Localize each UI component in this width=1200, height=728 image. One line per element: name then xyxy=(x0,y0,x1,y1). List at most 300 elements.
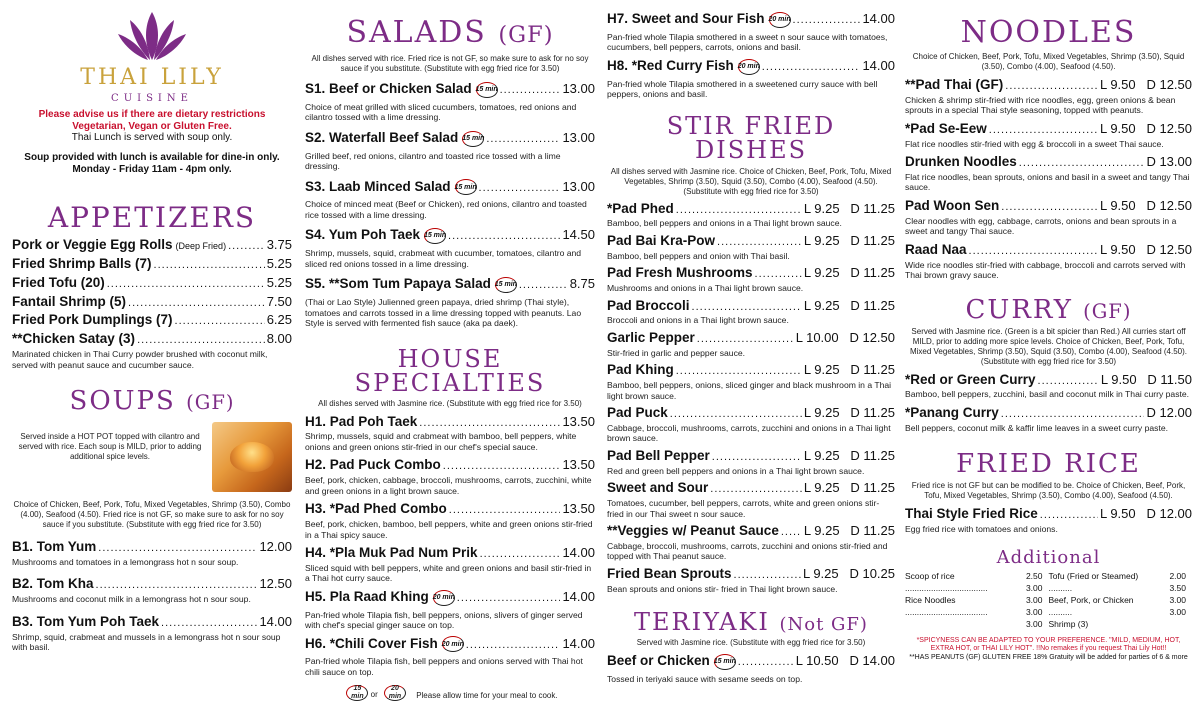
menu-item-name: Pad Bell Pepper xyxy=(607,447,710,463)
menu-item-row xyxy=(607,567,895,582)
menu-item-row xyxy=(305,228,595,246)
menu-item-description: Tomatoes, cucumber, bell peppers, carrots, white and green onions stir-fried in our Thai sweet n sour sauce. xyxy=(607,498,880,519)
clock-badge-icon: 15 min xyxy=(424,228,446,244)
menu-item-description: Shrimp, mussels, squid and crabmeat with bamboo, bell peppers, white onions and green onions stir-fried in our chef's special sauce. xyxy=(305,431,577,452)
menu-item xyxy=(607,299,895,326)
menu-item xyxy=(305,502,595,540)
menu-item-row xyxy=(607,59,895,77)
menu-item-row xyxy=(12,295,292,310)
stirfried-intro: All dishes served with Jasmine rice. Choice of Chicken, Beef, Pork, Tofu, Mixed Vegetables, Shrimp (3.50), Squid (3.50), Combo (4.00), Seafood (4.50). (Substitute with egg fried rice for 3.50) xyxy=(610,166,892,196)
menu-item-name: **Pad Thai (GF) xyxy=(905,77,1004,92)
menu-item-row xyxy=(905,78,1192,93)
menu-item-name: Fried Shrimp Balls (7) xyxy=(12,255,152,271)
menu-item-row xyxy=(607,363,895,378)
menu-item-price: L 9.25 D 11.25 xyxy=(803,265,895,281)
menu-item-price: 14.00 xyxy=(562,635,595,651)
leader-dots xyxy=(519,279,568,291)
menu-item-price: 3.75 xyxy=(266,237,292,252)
clock-badge-icon: 20 min xyxy=(738,59,760,75)
leader-dots xyxy=(161,617,257,629)
menu-item-name: H1. Pad Poh Taek xyxy=(305,413,418,429)
menu-item-description: Stir-fried in garlic and pepper sauce. xyxy=(607,347,746,358)
house-heading: HOUSE SPECIALTIES xyxy=(354,344,546,397)
teriyaki-heading: TERIYAKI (Not GF) xyxy=(634,608,868,637)
salads-list xyxy=(305,82,595,329)
menu-item-price: 7.50 xyxy=(266,293,292,309)
menu-item xyxy=(607,202,895,229)
menu-item-price: L 10.50 D 14.00 xyxy=(795,653,895,669)
menu-item-description: Chicken & shrimp stir-fried with rice noodles, egg, green onions & bean sprouts in a special Thai style seasoning, topped with peanuts. xyxy=(905,94,1176,116)
menu-item-price: L 9.50 D 12.50 xyxy=(1099,197,1192,213)
menu-item-name: B3. Tom Yum Poh Taek xyxy=(12,613,160,629)
menu-item-price: 12.00 xyxy=(259,539,292,555)
menu-item-row xyxy=(305,415,595,430)
menu-item-row xyxy=(607,654,895,672)
soups-intro: Served inside a HOT POT topped with cilantro and served with rice. Each soup is MILD, prior to adding additional spice levels. xyxy=(18,432,202,462)
menu-item xyxy=(12,615,292,653)
menu-item-row xyxy=(905,373,1192,388)
menu-item xyxy=(607,406,895,444)
menu-item-name: *Red or Green Curry xyxy=(905,371,1036,387)
clock-badge-icon: 15 min xyxy=(714,654,736,670)
menu-item-name: Pad Broccoli xyxy=(607,297,690,313)
menu-item-price: 14.00 xyxy=(562,544,595,560)
menu-item-row xyxy=(12,257,292,272)
menu-item-description: Bell peppers, coconut milk & kaffir lime leaves in a sweet curry paste. xyxy=(905,422,1169,433)
leader-dots xyxy=(96,579,258,591)
additional-item-name: Shrimp (3) xyxy=(1048,618,1089,629)
menu-item-description: Bamboo, bell peppers, zucchini, basil and coconut milk in Thai curry paste. xyxy=(905,389,1190,400)
menu-item-name: **Veggies w/ Peanut Sauce xyxy=(607,523,779,539)
menu-item-price: 5.25 xyxy=(266,274,292,290)
additional-item-price: 3.50 xyxy=(1169,582,1186,593)
menu-item-row xyxy=(607,234,895,249)
leader-dots xyxy=(762,61,861,73)
menu-item-row xyxy=(607,524,895,539)
menu-item-price: 6.25 xyxy=(266,312,292,328)
menu-item-price: L 9.25 D 10.25 xyxy=(802,565,895,581)
house-intro: All dishes served with Jasmine rice. (Substitute with egg fried rice for 3.50) xyxy=(318,398,582,408)
curry-heading: CURRY (GF) xyxy=(965,294,1132,325)
menu-item xyxy=(305,458,595,496)
additional-item-price: 3.00 xyxy=(1169,606,1186,617)
menu-item xyxy=(607,331,895,358)
menu-item-name: Raad Naa xyxy=(905,241,967,257)
menu-item-description: Grilled beef, red onions, cilantro and toasted rice tossed with a lime dressing. xyxy=(305,150,561,172)
additional-table xyxy=(905,571,1192,629)
additional-item-price: 3.00 xyxy=(1025,606,1043,617)
clock-badge-icon: 20 min xyxy=(442,636,464,652)
additional-item-name: Rice Noodles xyxy=(905,594,956,605)
menu-item-price: L 9.25 D 11.25 xyxy=(803,232,895,248)
menu-item-price: 5.25 xyxy=(266,255,292,271)
menu-item-name: Pad Khing xyxy=(607,362,674,378)
house-list xyxy=(305,415,595,678)
leader-dots xyxy=(480,548,561,560)
menu-item xyxy=(305,228,595,269)
leader-dots xyxy=(989,124,1098,136)
additional-item-price: 3.00 xyxy=(1169,594,1186,605)
salads-heading: SALADS (GF) xyxy=(346,15,554,50)
menu-item-row xyxy=(305,458,595,473)
menu-item xyxy=(607,567,895,594)
menu-item-name: S4. Yum Poh Taek xyxy=(305,227,421,243)
brand-tagline: CUISINE xyxy=(111,93,193,104)
menu-item-price: L 9.25 D 11.25 xyxy=(803,405,895,421)
menu-item-row xyxy=(607,299,895,314)
menu-item-price: D 13.00 xyxy=(1146,154,1192,170)
menu-item-price: L 9.25 D 11.25 xyxy=(803,447,895,463)
brand-name: THAI LILY xyxy=(80,65,224,90)
menu-item-price: 13.00 xyxy=(562,81,595,96)
menu-item xyxy=(905,507,1192,534)
menu-item-row xyxy=(905,406,1192,421)
curry-intro: Served with Jasmine rice. (Green is a bit spicier than Red.) All curries start off MILD, prior to adding more spice levels. Choice of Chicken, Beef, Pork, Tofu, Mixed Vegetables, Shrimp (3.50), Squid (3.50), Combo (4.00), Seafood (4.50). (Substitute with egg fried rice for 3.50) xyxy=(909,326,1188,366)
menu-item-row xyxy=(607,331,895,346)
leader-dots xyxy=(500,84,561,96)
menu-item xyxy=(905,243,1192,281)
column-4 xyxy=(905,0,1192,728)
leader-dots xyxy=(228,240,265,252)
menu-item-description: Clear noodles with egg, cabbage, carrots, onions and bean sprouts in a sweet and tangy Thai sauce. xyxy=(905,215,1177,237)
additional-item-name: .......... xyxy=(1048,606,1073,617)
column-1 xyxy=(12,0,292,728)
menu-item-row xyxy=(607,12,895,30)
soup-photo xyxy=(212,422,292,492)
menu-item xyxy=(607,524,895,562)
clock-badge-icon: 15 min xyxy=(462,131,484,147)
menu-item-price: 13.00 xyxy=(562,129,595,145)
menu-item-description: Red and green bell peppers and onions in a Thai light brown sauce. xyxy=(607,465,865,476)
menu-item-price: L 9.50 D 12.50 xyxy=(1099,77,1192,92)
menu-item-row xyxy=(305,82,595,100)
leader-dots xyxy=(443,460,561,472)
menu-item xyxy=(607,266,895,293)
curry-list xyxy=(905,373,1192,434)
menu-item xyxy=(12,540,292,567)
menu-item-description: Bamboo, bell peppers, onions, sliced ginger and black mushroom in a Thai light brown sauce. xyxy=(607,380,892,401)
additional-item-price: 2.00 xyxy=(1169,570,1186,581)
menu-item-name: S5. **Som Tum Papaya Salad xyxy=(305,276,491,292)
menu-item-name: Fried Bean Sprouts xyxy=(607,565,732,581)
additional-item-price: 2.50 xyxy=(1025,570,1043,581)
menu-item-name: Drunken Noodles xyxy=(905,154,1017,170)
menu-item-price: L 9.25 D 11.25 xyxy=(803,362,895,378)
leader-dots xyxy=(154,259,265,271)
menu-item xyxy=(12,332,292,370)
leader-dots xyxy=(419,417,560,429)
menu-item xyxy=(607,449,895,476)
menu-item-price: L 10.00 D 12.50 xyxy=(795,329,895,345)
additional-item-name: ................................... xyxy=(905,582,988,593)
menu-item-description: Egg fried rice with tomatoes and onions. xyxy=(905,524,1058,535)
leader-dots xyxy=(98,542,257,554)
menu-item-name: **Chicken Satay (3) xyxy=(12,331,136,347)
menu-item xyxy=(607,363,895,401)
menu-item xyxy=(305,82,595,123)
menu-item-price: 14.00 xyxy=(562,588,595,604)
leader-dots xyxy=(128,297,265,309)
menu-item-row xyxy=(12,276,292,291)
menu-item xyxy=(305,637,595,678)
menu-item-description: Shrimp, mussels, squid, crabmeat with cucumber, tomatoes, cilantro and sliced red onions tossed in a lime dressing. xyxy=(305,248,582,269)
additional-item-price: 3.00 xyxy=(1025,594,1043,605)
menu-item-name: Fantail Shrimp (5) xyxy=(12,293,127,309)
menu-item-row xyxy=(12,313,292,328)
hours-note: Monday - Friday 11am - 4pm only. xyxy=(72,164,232,175)
menu-item-description: Bamboo, bell peppers and onion with Thai basil. xyxy=(607,250,790,261)
menu-item-description: Broccoli and onions in a Thai light brown sauce. xyxy=(607,315,789,326)
friedrice-list xyxy=(905,507,1192,534)
menu-item-description: Mushrooms and tomatoes in a lemongrass hot n sour soup. xyxy=(12,556,239,567)
leader-dots xyxy=(1019,157,1145,169)
menu-item-description: Shrimp, squid, crabmeat and mussels in a lemongrass hot n sour soup with basil. xyxy=(12,631,281,653)
menu-item-row xyxy=(12,577,292,592)
leader-dots xyxy=(479,182,561,194)
leader-dots xyxy=(137,334,265,346)
menu-item-price: L 9.50 D 12.00 xyxy=(1099,506,1192,522)
menu-item-price: L 9.50 D 12.50 xyxy=(1099,241,1192,257)
menu-item-row xyxy=(607,202,895,217)
menu-item-description: Wide rice noodles stir-fried with cabbage, broccoli and carrots served with Thai brown gravy sauce. xyxy=(905,259,1186,281)
menu-item-name: Sweet and Sour xyxy=(607,480,709,496)
leader-dots xyxy=(448,230,560,242)
peanut-note: **HAS PEANUTS (GF) GLUTEN FREE 18% Gratuity will be added for parties of 6 & more xyxy=(909,654,1188,662)
noodles-intro: Choice of Chicken, Beef, Pork, Tofu, Mixed Vegetables, Shrimp (3.50), Squid (3.50), Combo (4.00), Seafood (4.50). xyxy=(912,52,1185,71)
appetizers-list xyxy=(12,238,292,370)
menu-item-row xyxy=(607,266,895,281)
clock-badge-icon: 20 min xyxy=(433,590,455,606)
leader-dots xyxy=(734,569,801,581)
leader-dots xyxy=(676,204,802,216)
clock-badge-icon: 15 min xyxy=(455,179,477,195)
menu-item xyxy=(305,131,595,172)
column-2 xyxy=(305,0,595,728)
additional-item-name: Tofu (Fried or Steamed) xyxy=(1048,570,1139,581)
clock-15-icon: 15 min xyxy=(346,685,368,701)
menu-item-row xyxy=(305,590,595,608)
noodles-heading: NOODLES xyxy=(960,15,1137,50)
menu-item-description: Mushrooms and coconut milk in a lemongrass hot n sour soup. xyxy=(12,594,251,605)
menu-item-description: Choice of meat grilled with sliced cucumbers, tomatoes, red onions and cilantro tossed with a lime dressing. xyxy=(305,101,577,123)
menu-item xyxy=(12,577,292,604)
leader-dots xyxy=(175,315,265,327)
menu-item-name: Pad Woon Sen xyxy=(905,197,1000,213)
leader-dots xyxy=(1038,375,1099,387)
dietary-alert: Please advise us if there are dietary restrictions Vegetarian, Vegan or Gluten Free. xyxy=(38,109,266,132)
friedrice-intro: Fried rice is not GF but can be modified to be. Choice of Chicken, Beef, Pork, Tofu, Mixed Vegetables, Shrimp (3.50), Combo (4.00), Seafood (4.50). xyxy=(911,481,1186,501)
menu-item-description: Flat rice noodles stir-fried with egg & broccoli in a sweet Thai sauce. xyxy=(905,138,1164,149)
menu-item-price: L 9.50 D 12.50 xyxy=(1099,120,1192,136)
menu-item-description: (Thai or Lao Style) Julienned green papaya, dried shrimp (Thai style), tomatoes and carrots tossed in a lime dressing topped with peanuts. Lao Style is served with fermented fish sauce (aka pa daek). xyxy=(305,297,582,329)
soup-note: Soup provided with lunch is available for dine-in only. xyxy=(24,152,280,163)
menu-item-price: 13.00 xyxy=(562,178,595,194)
menu-item xyxy=(305,546,595,584)
leader-dots xyxy=(670,408,802,420)
menu-item xyxy=(607,481,895,519)
leader-dots xyxy=(712,451,802,463)
fish-list xyxy=(607,12,895,100)
menu-item xyxy=(905,406,1192,433)
menu-item xyxy=(12,276,292,291)
clock-badge-icon: 15 min xyxy=(476,82,498,98)
menu-item-description: Cabbage, broccoli, mushrooms, carrots, zucchini and onions in a Thai light brown sauce. xyxy=(607,422,891,444)
menu-item-name: H3. *Pad Phed Combo xyxy=(305,501,447,517)
menu-item-description: Sliced squid with bell peppers, white and green onions and basil stir-fried in a Thai hot curry sauce. xyxy=(305,562,592,584)
menu-item-description: Pan-fried whole Tilapia smothered in a sweet n sour sauce with tomatoes, cucumbers, bell peppers, carrots, onions and basil. xyxy=(607,31,888,53)
menu-item-price: L 9.25 D 11.25 xyxy=(803,200,895,216)
menu-item xyxy=(905,78,1192,116)
menu-item-name: *Pad Phed xyxy=(607,200,674,216)
menu-item-name: H8. *Red Curry Fish xyxy=(607,57,734,73)
menu-item xyxy=(305,415,595,453)
menu-item-row xyxy=(607,449,895,464)
logo xyxy=(12,0,292,104)
menu-item-row xyxy=(905,243,1192,258)
menu-item-price: 13.50 xyxy=(562,457,595,473)
clock-badge-icon: 15 min xyxy=(495,277,517,293)
menu-item xyxy=(607,654,895,684)
leader-dots xyxy=(1005,80,1098,92)
allow-time-note: 15 min or 20 min Please allow time for your meal to cook. xyxy=(305,687,595,703)
menu-item-name: Thai Style Fried Rice xyxy=(905,506,1038,522)
menu-item-note: (Deep Fried) xyxy=(175,241,227,251)
menu-item xyxy=(12,238,292,253)
additional-item-price: 3.00 xyxy=(1025,618,1043,629)
menu-item-row xyxy=(12,615,292,630)
menu-item-price: 13.50 xyxy=(562,501,595,517)
additional-item-name: Beef, Pork, or Chicken xyxy=(1048,594,1134,605)
leader-dots xyxy=(717,236,802,248)
menu-item-name: B2. Tom Kha xyxy=(12,576,94,592)
menu-item-name: *Panang Curry xyxy=(905,404,999,420)
menu-item-description: Bean sprouts and onions stir- fried in Thai light brown sauce. xyxy=(607,583,838,594)
menu-item-name: *Pad Se-Eew xyxy=(905,120,987,136)
soups-choice: Choice of Chicken, Beef, Pork, Tofu, Mixed Vegetables, Shrimp (3.50), Combo (4.00), Seafood (4.50). Fried rice is not GF, so make sure to ask for no soy sauce if you substitute. (Substitute with egg fried rice for 3.50) xyxy=(13,500,291,530)
menu-item-description: Cabbage, broccoli, mushrooms, carrots, zucchini and onions stir-fried and topped with Thai peanut sauce. xyxy=(607,540,888,562)
menu-item-name: S2. Waterfall Beef Salad xyxy=(305,129,459,145)
menu-item xyxy=(305,590,595,631)
additional-item-name: ................................... xyxy=(905,606,988,617)
menu-item-name: H2. Pad Puck Combo xyxy=(305,457,441,473)
stirfried-heading: STIR FRIED DISHES xyxy=(666,111,836,164)
leader-dots xyxy=(449,504,561,516)
menu-item-name: Fried Tofu (20) xyxy=(12,274,105,290)
menu-item-row xyxy=(305,131,595,149)
menu-item xyxy=(607,12,895,53)
menu-item xyxy=(905,122,1192,149)
leader-dots xyxy=(466,639,561,651)
menu-item-price: L 9.25 D 11.25 xyxy=(803,297,895,313)
menu-item-row xyxy=(905,155,1192,170)
menu-item-row xyxy=(12,540,292,555)
clock-20-icon: 20 min xyxy=(384,685,406,701)
friedrice-heading: FRIED RICE xyxy=(956,449,1141,480)
soups-heading: SOUPS (GF) xyxy=(69,386,235,417)
footnote xyxy=(905,637,1192,663)
menu-item xyxy=(905,199,1192,237)
menu-item-description: Tossed in teriyaki sauce with sesame seeds on top. xyxy=(607,674,803,685)
leader-dots xyxy=(1001,408,1145,420)
leader-dots xyxy=(697,333,794,345)
menu-item-name: Garlic Pepper xyxy=(607,329,695,345)
leader-dots xyxy=(738,656,794,668)
leader-dots xyxy=(457,592,561,604)
teriyaki-list xyxy=(607,654,895,684)
menu-item xyxy=(905,373,1192,400)
menu-item-price: 14.00 xyxy=(862,57,895,73)
menu-item xyxy=(607,234,895,261)
menu-item-name: S1. Beef or Chicken Salad xyxy=(305,81,472,96)
leader-dots xyxy=(676,365,802,377)
menu-item-description: Choice of minced meat (Beef or Chicken), red onions, cilantro and toasted rice tossed with a lime dressing. xyxy=(305,199,587,220)
leader-dots xyxy=(1001,201,1098,213)
menu-item-price: 14.00 xyxy=(862,11,895,26)
menu-item-description: Flat rice noodles, bean sprouts, onions and basil in a sweet and tangy Thai sauce. xyxy=(905,171,1190,193)
menu-item-row xyxy=(607,406,895,421)
menu-item-name: S3. Laab Minced Salad xyxy=(305,178,451,194)
menu-item-description: Marinated chicken in Thai Curry powder brushed with coconut milk, served with peanut sauce and cucumber sauce. xyxy=(12,349,268,370)
leader-dots xyxy=(1040,509,1098,521)
menu-item-name: Pad Puck xyxy=(607,405,668,421)
menu-item xyxy=(305,277,595,328)
additional-item-price: 3.00 xyxy=(1025,582,1043,593)
menu-item-row xyxy=(305,502,595,517)
leader-dots xyxy=(969,245,1098,257)
menu-item-price: L 9.50 D 11.50 xyxy=(1100,371,1192,387)
menu-item-price: 8.00 xyxy=(266,331,292,347)
leader-dots xyxy=(692,301,802,313)
lunch-note: Thai Lunch is served with soup only. xyxy=(71,132,233,143)
menu-item xyxy=(12,313,292,328)
menu-item-description: Beef, pork, chicken, bamboo, bell peppers, white and green onions stir-fried in a Thai spicy sauce. xyxy=(305,519,593,540)
menu-item-price: D 12.00 xyxy=(1146,404,1192,420)
leader-dots xyxy=(755,268,802,280)
menu-item-price: 8.75 xyxy=(569,276,595,292)
menu-item-description: Mushrooms and onions in a Thai light brown sauce. xyxy=(607,283,804,294)
menu-item-name: Fried Pork Dumplings (7) xyxy=(12,312,173,328)
stirfried-list xyxy=(607,202,895,595)
menu-item-name: Pad Fresh Mushrooms xyxy=(607,265,753,281)
menu-item-row xyxy=(305,637,595,655)
menu-item-description: Pan-fried whole Tilapia fish, bell peppers, onions, slivers of ginger served with chef's special ginger sauce on top. xyxy=(305,609,583,631)
menu-item xyxy=(12,295,292,310)
menu-item-price: 12.50 xyxy=(259,576,292,592)
menu-item-row xyxy=(905,199,1192,214)
menu-item-row xyxy=(305,180,595,198)
teriyaki-intro: Served with Jasmine rice. (Substitute with egg fried rice for 3.50) xyxy=(636,638,866,648)
menu-item-row xyxy=(905,122,1192,137)
menu-item xyxy=(12,257,292,272)
menu-item-row xyxy=(905,507,1192,522)
menu-item-price: L 9.25 D 11.25 xyxy=(803,523,895,539)
leader-dots xyxy=(486,133,560,145)
menu-item-price: 13.50 xyxy=(562,413,595,429)
menu-item-name: Pork or Veggie Egg Rolls xyxy=(12,237,173,252)
additional-item-name xyxy=(905,619,1013,629)
menu-item-description: Pan-fried whole Tilapia fish, bell peppers and onions served with Thai hot chili sauce on top. xyxy=(305,656,583,677)
menu-item-name: H7. Sweet and Sour Fish xyxy=(607,11,765,26)
menu-item-description: Pan-fried whole Tilapia smothered in a sweetened curry sauce with bell peppers, onions and basil. xyxy=(607,78,878,100)
leader-dots xyxy=(710,483,802,495)
menu-item xyxy=(905,155,1192,193)
menu-item-name: H6. *Chili Cover Fish xyxy=(305,635,438,651)
soups-list xyxy=(12,540,292,652)
menu-item-description: Bamboo, bell peppers and onions in a Thai light brown sauce. xyxy=(607,218,842,229)
menu-item-price: 14.00 xyxy=(259,613,292,629)
menu-item-name: B1. Tom Yum xyxy=(12,539,97,555)
menu-item xyxy=(607,59,895,100)
